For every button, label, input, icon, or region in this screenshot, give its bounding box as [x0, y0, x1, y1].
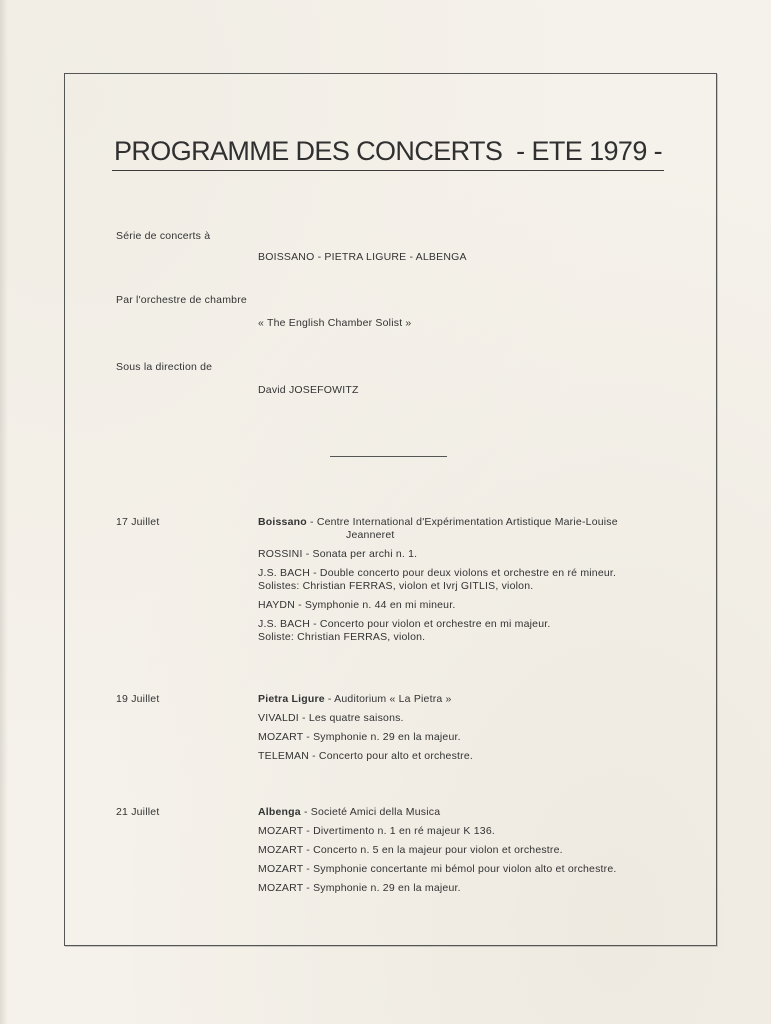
series-label: Série de concerts à — [116, 230, 211, 242]
program-piece: HAYDN - Symphonie n. 44 en mi mineur. — [258, 599, 456, 611]
program-piece: MOZART - Symphonie n. 29 en la majeur. — [258, 882, 461, 894]
venue-detail: - Auditorium « La Pietra » — [327, 693, 452, 705]
program-piece: MOZART - Concerto n. 5 en la majeur pour violon et orchestre. — [258, 844, 563, 856]
program-piece: MOZART - Divertimento n. 1 en ré majeur K 136. — [258, 825, 495, 837]
concert-date: 19 Juillet — [116, 693, 160, 705]
program-piece: TELEMAN - Concerto pour alto et orchestre. — [258, 750, 473, 762]
piece-soloists: Soliste: Christian FERRAS, violon. — [258, 631, 426, 643]
program-piece: VIVALDI - Les quatre saisons. — [258, 712, 404, 724]
program-piece: MOZART - Symphonie n. 29 en la majeur. — [258, 731, 461, 743]
orchestra-value: « The English Chamber Solist » — [258, 317, 412, 329]
concert-program — [258, 693, 678, 769]
title-main: PROGRAMME DES CONCERTS — [114, 136, 503, 166]
concert-venue — [258, 516, 678, 529]
venue-detail: - Centre International d'Expérimentation Artistique Marie-Louise — [310, 516, 618, 528]
orchestra-label: Par l'orchestre de chambre — [116, 294, 247, 306]
concert-venue — [258, 693, 678, 706]
program-piece: MOZART - Symphonie concertante mi bémol pour violon alto et orchestre. — [258, 863, 617, 875]
venue-place: Boissano — [258, 516, 307, 528]
program-piece: J.S. BACH - Concerto pour violon et orchestre en mi majeur. — [258, 618, 551, 630]
venue-place: Albenga — [258, 806, 301, 818]
program-piece: J.S. BACH - Double concerto pour deux violons et orchestre en ré mineur. — [258, 567, 617, 579]
section-divider — [330, 456, 447, 457]
concert-venue — [258, 806, 678, 819]
concert-date: 17 Juillet — [116, 516, 160, 528]
page-fold-shadow — [0, 0, 8, 1024]
concert-program — [258, 516, 678, 650]
venue-detail-continued: Jeanneret — [346, 529, 395, 541]
concert-date: 21 Juillet — [116, 806, 160, 818]
director-label: Sous la direction de — [116, 361, 213, 373]
program-piece: ROSSINI - Sonata per archi n. 1. — [258, 548, 418, 560]
concert-program — [258, 806, 678, 901]
venue-detail: - Societé Amici della Musica — [303, 806, 441, 818]
series-value: BOISSANO - PIETRA LIGURE - ALBENGA — [258, 251, 467, 263]
director-value: David JOSEFOWITZ — [258, 384, 359, 396]
piece-soloists: Solistes: Christian FERRAS, violon et Ivrj GITLIS, violon. — [258, 580, 534, 592]
title-underline — [112, 170, 664, 171]
page-title — [114, 136, 666, 167]
venue-place: Pietra Ligure — [258, 693, 325, 705]
title-suffix: - ETE 1979 - — [516, 136, 663, 166]
